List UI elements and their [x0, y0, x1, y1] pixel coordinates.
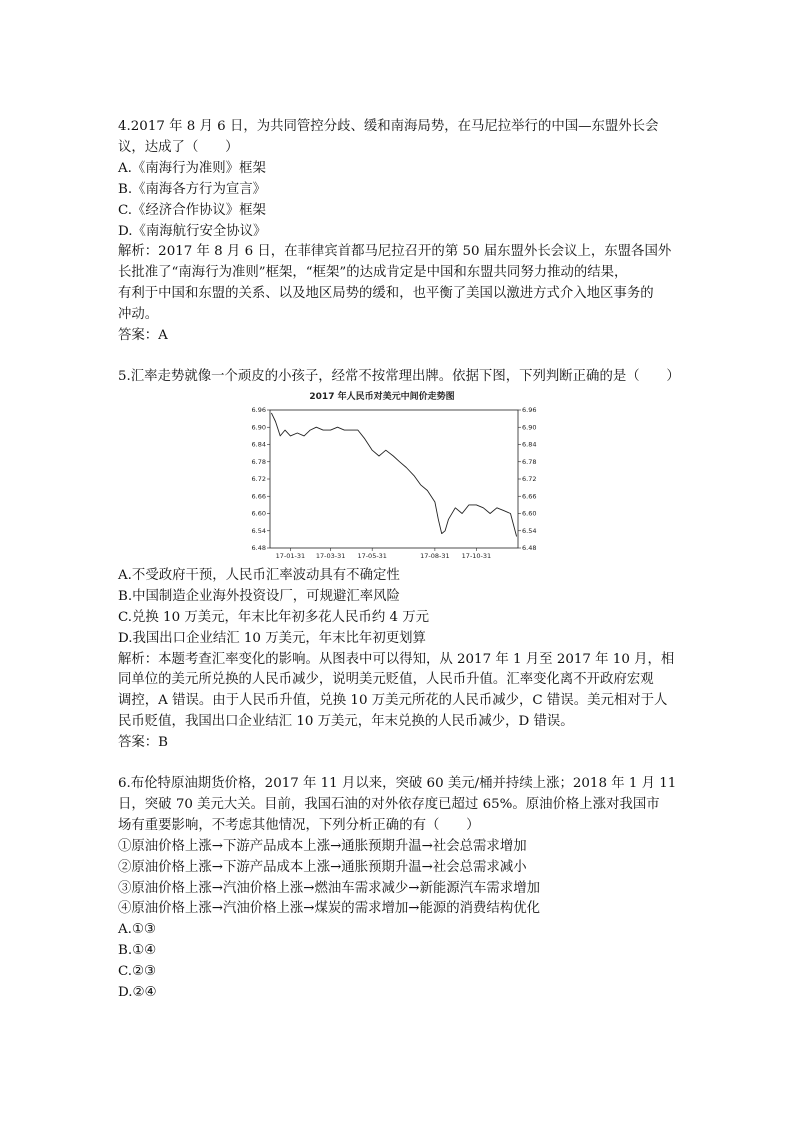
analysis-line: 民币贬值，我国出口企业结汇 10 万美元，年末兑换的人民币减少，D 错误。: [118, 714, 574, 730]
analysis-line: 解析：2017 年 8 月 6 日，在菲律宾首都马尼拉召开的第 50 届东盟外长会议上，东盟各国外: [118, 244, 672, 260]
question-stem: 6.布伦特原油期货价格，2017 年 11 月以来，突破 60 美元/桶并持续上涨；2018 年 1 月 11: [118, 776, 677, 792]
y-tick-label-right: 6.78: [522, 457, 537, 466]
option-b: B.中国制造企业海外投资设厂，可规避汇率风险: [118, 588, 400, 604]
statement-item: ③原油价格上涨→汽油价格上涨→燃油车需求减少→新能源汽车需求增加: [118, 880, 540, 896]
question-stem: 日，突破 70 美元大关。目前，我国石油的对外依存度已超过 65%。原油价格上涨对我国市: [118, 796, 660, 812]
exchange-rate-chart: [118, 388, 678, 566]
option-a: A.①③: [118, 922, 156, 938]
option-b: B.①④: [118, 943, 157, 959]
answer: 答案：A: [118, 328, 168, 344]
y-tick-label-right: 6.66: [522, 492, 537, 501]
analysis-line: 长批准了“南海行为准则”框架，“框架”的达成肯定是中国和东盟共同努力推动的结果，: [118, 265, 628, 281]
x-tick-label: 17-03-31: [315, 551, 346, 560]
y-tick-label-left: 6.90: [251, 423, 266, 432]
y-tick-label-left: 6.78: [251, 457, 266, 466]
x-tick-label: 17-10-31: [461, 551, 492, 560]
document-page: [118, 117, 678, 1024]
plot-frame: [270, 410, 518, 548]
x-tick-label: 17-05-31: [357, 551, 387, 560]
y-tick-label-left: 6.84: [251, 440, 266, 449]
option-d: D.《南海航行安全协议》: [118, 223, 267, 239]
analysis-line: 有利于中国和东盟的关系、以及地区局势的缓和，也平衡了美国以激进方式介入地区事务的: [118, 286, 654, 302]
question-stem: 4.2017 年 8 月 6 日，为共同管控分歧、缓和南海局势，在马尼拉举行的中国—东盟外长会: [118, 119, 659, 134]
y-tick-label-right: 6.72: [522, 474, 537, 483]
statement-item: ②原油价格上涨→下游产品成本上涨→通胀预期升温→社会总需求减小: [118, 859, 527, 875]
question-4: [118, 117, 678, 347]
y-tick-label-right: 6.60: [522, 509, 537, 518]
statement-item: ①原油价格上涨→下游产品成本上涨→通胀预期升温→社会总需求增加: [118, 838, 527, 854]
option-c: C.②③: [118, 964, 157, 980]
y-tick-label-right: 6.96: [522, 405, 537, 414]
question-stem: 5.汇率走势就像一个顽皮的小孩子，经常不按常理出牌。依据下图，下列判断正确的是（ ）: [118, 368, 680, 384]
question-stem: 场有重要影响，不考虑其他情况，下列分析正确的有（ ）: [118, 817, 480, 833]
option-c: C.兑换 10 万美元，年末比年初多花人民币约 4 万元: [118, 609, 430, 625]
analysis-line: 同单位的美元所兑换的人民币减少，说明美元贬值，人民币升值。汇率变化离不开政府宏观: [118, 672, 654, 688]
chart-svg: [118, 388, 678, 566]
y-tick-label-left: 6.48: [251, 543, 266, 552]
x-tick-label: 17-01-31: [275, 551, 306, 560]
option-c: C.《经济合作协议》框架: [118, 202, 266, 218]
analysis-line: 调控，A 错误。由于人民币升值，兑换 10 万美元所花的人民币减少，C 错误。美元相对于人: [118, 693, 668, 709]
y-tick-label-right: 6.48: [522, 543, 537, 552]
statement-item: ④原油价格上涨→汽油价格上涨→煤炭的需求增加→能源的消费结构优化: [118, 901, 540, 917]
chart-title: 2017 年人民币对美元中间价走势图: [309, 391, 455, 402]
y-tick-label-left: 6.60: [251, 509, 266, 518]
y-tick-label-left: 6.96: [251, 405, 266, 414]
x-tick-label: 17-08-31: [420, 551, 450, 560]
answer: 答案：B: [118, 735, 169, 751]
y-tick-label-right: 6.90: [522, 423, 537, 432]
y-tick-label-right: 6.54: [522, 526, 537, 535]
series-line: [271, 413, 516, 537]
option-a: A.《南海行为准则》框架: [118, 160, 266, 176]
analysis-line: 冲动。: [118, 307, 159, 323]
option-d: D.我国出口企业结汇 10 万美元，年末比年初更划算: [118, 630, 426, 646]
y-tick-label-left: 6.66: [251, 492, 266, 501]
option-d: D.②④: [118, 985, 157, 1001]
question-stem: 议，达成了（ ）: [118, 139, 239, 155]
y-tick-label-left: 6.54: [251, 526, 266, 535]
analysis-line: 解析：本题考查汇率变化的影响。从图表中可以得知，从 2017 年 1 月至 2017 年 10 月，相: [118, 651, 675, 667]
option-b: B.《南海各方行为宣言》: [118, 181, 267, 197]
y-tick-label-left: 6.72: [251, 474, 266, 483]
y-tick-label-right: 6.84: [522, 440, 537, 449]
question-6: [118, 774, 678, 1004]
question-5: [118, 367, 678, 754]
option-a: A.不受政府干预，人民币汇率波动具有不确定性: [118, 567, 400, 583]
